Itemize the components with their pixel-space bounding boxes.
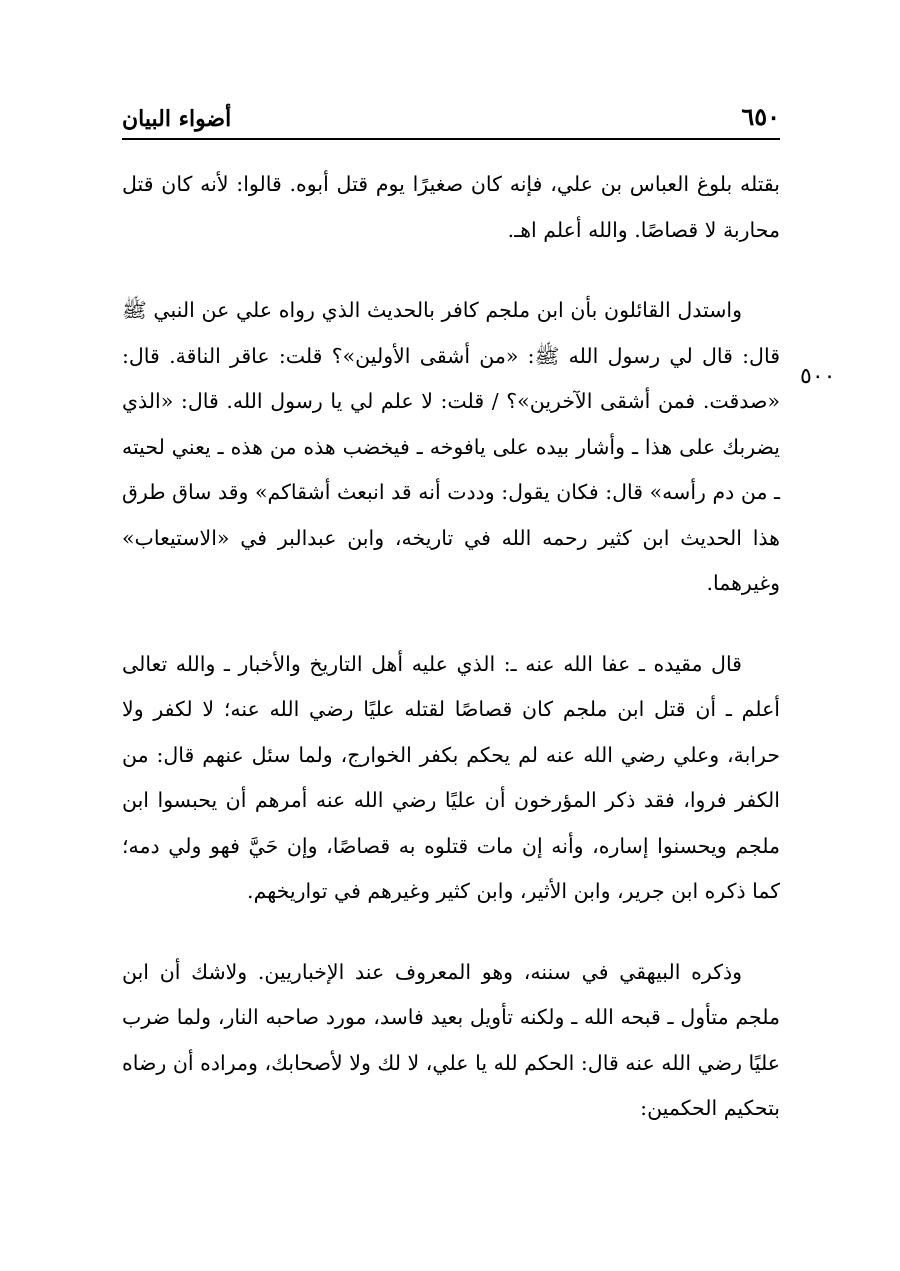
body-text [122, 162, 780, 1167]
paragraph-2: واستدل القائلون بأن ابن ملجم كافر بالحديث الذي رواه علي عن النبي ﷺ قال: قال لي رسول الله ﷺ: «من أشقى الأولين»؟ قلت: عاقر الناقة. قال: «صدقت. فمن أشقى الآخرين»؟ / قلت: لا علم لي يا رسول الله. قال: «الذي يضربك على هذا ـ وأشار بيده على يافوخه ـ فيخضب هذه من هذه ـ يعني لحيته ـ من دم رأسه» قال: فكان يقول: وددت أنه قد انبعث أشقاكم» وقد ساق طرق هذا الحديث ابن كثير رحمه الله في تاريخه، وابن عبدالبر في «الاستيعاب» وغيرهما. [122, 298, 780, 595]
paragraph-4: وذكره البيهقي في سننه، وهو المعروف عند الإخباريين. ولاشك أن ابن ملجم متأول ـ قبحه الله ـ ولكنه تأويل بعيد فاسد، مورد صاحبه النار، ولما ضرب عليًا رضي الله عنه قال: الحكم لله يا علي، لا لك ولا لأصحابك، ومراده أن رضاه بتحكيم الحكمين: [122, 959, 780, 1120]
margin-page-marker: ٥٠٠ [800, 364, 836, 389]
page-header [122, 96, 780, 140]
running-title: أضواء البيان [122, 106, 232, 132]
page-number: ٦٥٠ [741, 102, 780, 131]
paragraph-1: بقتله بلوغ العباس بن علي، فإنه كان صغيرًا يوم قتل أبوه. قالوا: لأنه كان قتل محاربة لا قصاصًا. والله أعلم اهـ. [122, 172, 780, 242]
paragraph-3: قال مقيده ـ عفا الله عنه ـ: الذي عليه أهل التاريخ والأخبار ـ والله تعالى أعلم ـ أن قتل ابن ملجم كان قصاصًا لقتله عليًا رضي الله عنه؛ لا لكفر ولا حرابة، وعلي رضي الله عنه لم يحكم بكفر الخوارج، ولما سئل عنهم قال: من الكفر فروا، فقد ذكر المؤرخون أن عليًا رضي الله عنه أمرهم أن يحبسوا ابن ملجم ويحسنوا إساره، وأنه إن مات قتلوه به قصاصًا، وإن حَيَّ فهو ولي دمه؛ كما ذكره ابن جرير، وابن الأثير، وابن كثير وغيرهم في تواريخهم. [122, 651, 780, 903]
